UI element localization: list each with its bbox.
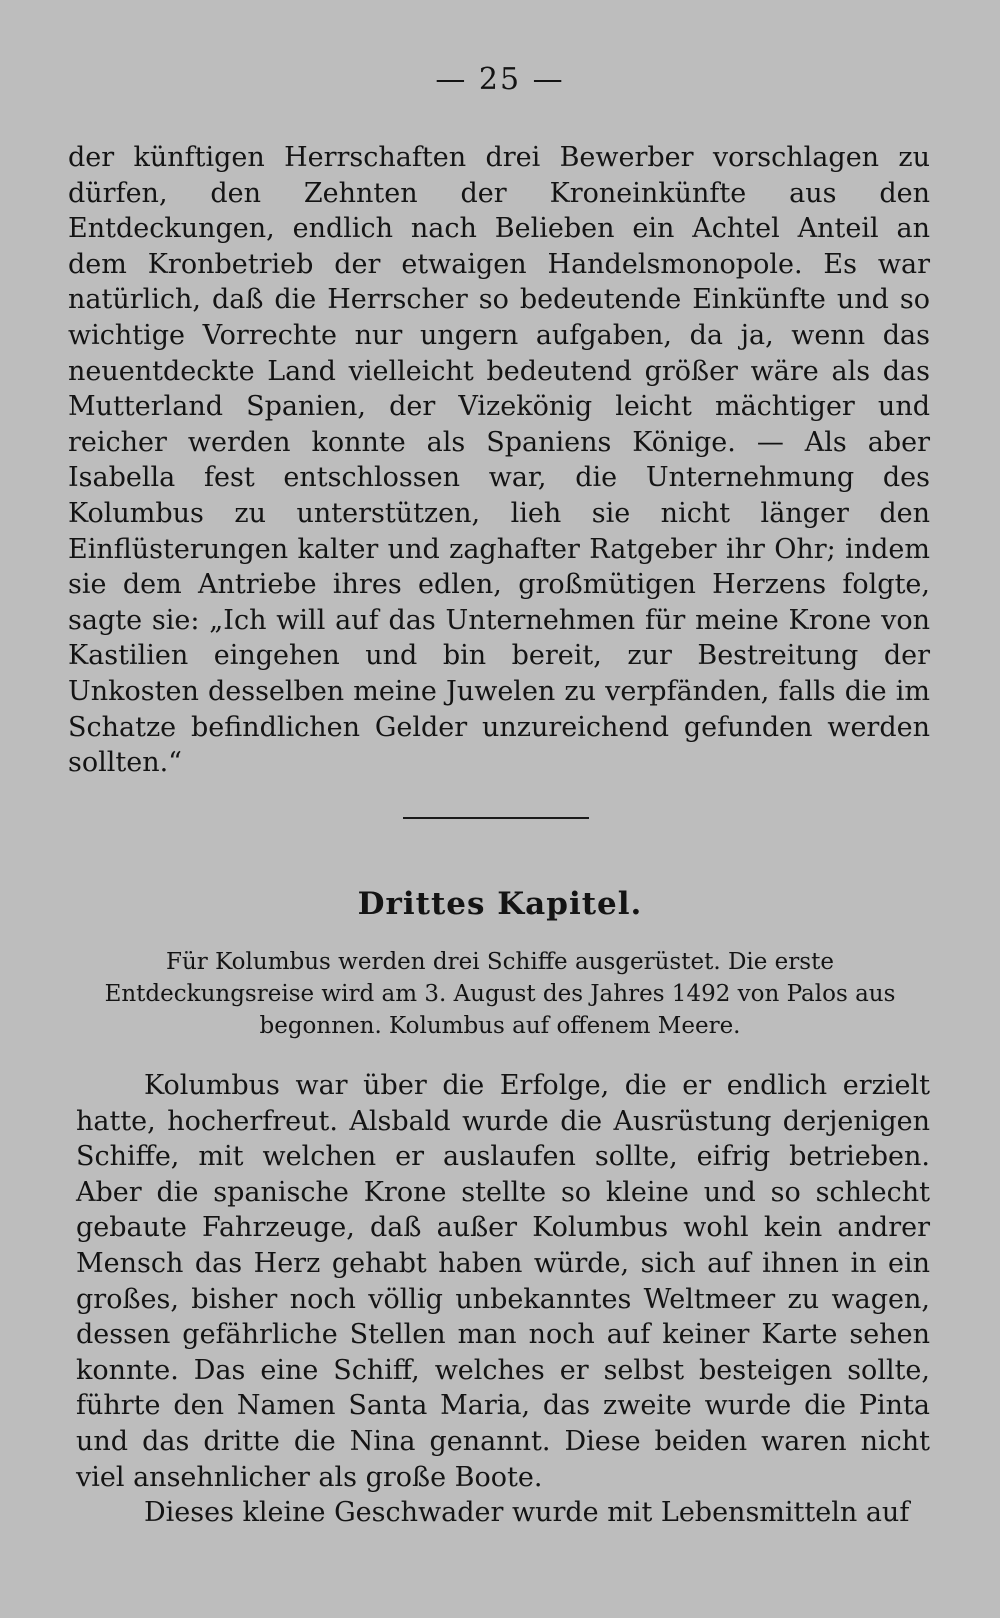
- page-number: — 25 —: [435, 62, 565, 97]
- chapter-body: [76, 1068, 930, 1531]
- paragraph-continued: der künftigen Herrschaften drei Bewerber vorschlagen zu dürfen, den Zehnten der Kroneinkünfte aus den Entdeckungen, endlich nach Belieben ein Achtel Anteil an dem Kronbetrieb der etwaigen Handelsmonopole. Es war natürlich, daß die Herrscher so bedeutende Einkünfte und so wichtige Vorrechte nur ungern aufgaben, da ja, wenn das neuentdeckte Land vielleicht bedeutend größer wäre als das Mutterland Spanien, der Vizekönig leicht mächtiger und reicher werden konnte als Spaniens Könige. — Als aber Isabella fest entschlossen war, die Unternehmung des Kolumbus zu unterstützen, lieh sie nicht länger den Einflüsterungen kalter und zaghafter Ratgeber ihr Ohr; indem sie dem Antriebe ihres edlen, großmütigen Herzens folgte, sagte sie: „Ich will auf das Unternehmen für meine Krone von Kastilien eingehen und bin bereit, zur Bestreitung der Unkosten desselben meine Juwelen zu verpfänden, falls die im Schatze befindlichen Gelder unzureichend gefunden werden sollten.“: [68, 142, 930, 779]
- paragraph: Dieses kleine Geschwader wurde mit Lebensmitteln auf: [144, 1497, 910, 1529]
- chapter-summary: Für Kolumbus werden drei Schiffe ausgerüstet. Die erste Entdeckungsreise wird am 3. August des Jahres 1492 von Palos aus begonnen. Kolumbus auf offenem Meere.: [104, 949, 896, 1039]
- chapter-title: Drittes Kapitel.: [357, 886, 643, 922]
- section-divider: [403, 817, 589, 819]
- paragraph: Kolumbus war über die Erfolge, die er endlich erzielt hatte, hocherfreut. Alsbald wurde die Ausrüstung derjenigen Schiffe, mit welchen er auslaufen sollte, eifrig betrieben. Aber die spanische Krone stellte so kleine und so schlecht gebaute Fahrzeuge, daß außer Kolumbus wohl kein andrer Mensch das Herz gehabt haben würde, sich auf ihnen in ein großes, bisher noch völlig unbekanntes Weltmeer zu wagen, dessen gefährliche Stellen man noch auf keiner Karte sehen konnte. Das eine Schiff, welches er selbst besteigen sollte, führte den Namen Santa Maria, das zweite wurde die Pinta und das dritte die Nina genannt. Diese beiden waren nicht viel ansehnlicher als große Boote.: [76, 1070, 930, 1493]
